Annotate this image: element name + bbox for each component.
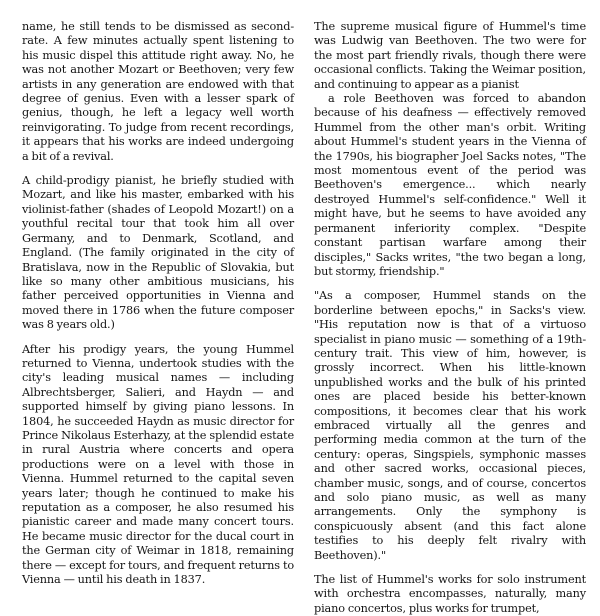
right-column	[314, 20, 586, 615]
paragraph: "As a composer, Hummel stands on the borderline between epochs," in Sacks's view. "His reputation now is that of a virtuoso specialist in piano music — something of a 19th-century trait. This view of him, however, is grossly incorrect. When his little-known unpublished works and the bulk of his printed ones are placed beside his better-known compositions, it becomes clear that his work embraced virtually all the genres and performing media common at the turn of the century: operas, Singspiels, symphonic masses and other sacred works, occasional pieces, chamber music, songs, and of course, concertos and solo piano music, as well as many arrangements. Only the symphony is conspicuously absent (and this fact alone testifies to his deeply felt rivalry with Beethoven)."	[314, 289, 586, 562]
paragraph: name, he still tends to be dismissed as second-rate. A few minutes actually spent listening to his music dispel this attitude right away. No, he was not another Mozart or Beethoven; very few artists in any generation are endowed with that degree of genius. Even with a lesser spark of genius, though, he left a legacy well worth reinvigorating. To judge from recent recordings, it appears that his works are indeed undergoing a bit of a revival.	[22, 20, 294, 163]
paragraph: a role Beethoven was forced to abandon because of his deafness — effectively removed Hummel from the other man's orbit. Writing about Hummel's student years in the Vienna of the 1790s, his biographer Joel Sacks notes, "The most momentous event of the period was Beethoven's emergence... which nearly destroyed Hummel's self-confidence." Well it might have, but he seems to have avoided any permanent inferiority complex. "Despite constant partisan warfare among their disciples," Sacks writes, "the two began a long, but stormy, friendship."	[314, 92, 586, 278]
left-column	[22, 20, 294, 596]
paragraph: A child-prodigy pianist, he briefly studied with Mozart, and like his master, embarked with his violinist-father (shades of Leopold Mozart!) on a youthful recital tour that took him all over Germany, and to Denmark, Scotland, and England. (The family originated in the city of Bratislava, now in the Republic of Slovakia, but like so many other ambitious musicians, his father perceived opportunities in Vienna and moved there in 1786 when the future composer was 8 years old.)	[22, 174, 294, 332]
paragraph: The supreme musical figure of Hummel's time was Ludwig van Beethoven. The two were for the most part friendly rivals, though there were occasional conflicts. Taking the Weimar position, and continuing to appear as a pianist	[314, 20, 586, 91]
paragraph: The list of Hummel's works for solo instrument with orchestra encompasses, naturally, many piano concertos, plus works for trumpet,	[314, 573, 586, 615]
paragraph: After his prodigy years, the young Hummel returned to Vienna, undertook studies with the city's leading musical names — including Albrechtsberger, Salieri, and Haydn — and supported himself by giving piano lessons. In 1804, he succeeded Haydn as music director for Prince Nikolaus Esterhazy, at the splendid estate in rural Austria where concerts and opera productions were on a level with those in Vienna. Hummel returned to the capital seven years later; though he continued to make his reputation as a composer, he also resumed his pianistic career and made many concert tours. He became music director for the ducal court in the German city of Weimar in 1818, remaining there — except for tours, and frequent returns to Vienna — until his death in 1837.	[22, 342, 294, 587]
